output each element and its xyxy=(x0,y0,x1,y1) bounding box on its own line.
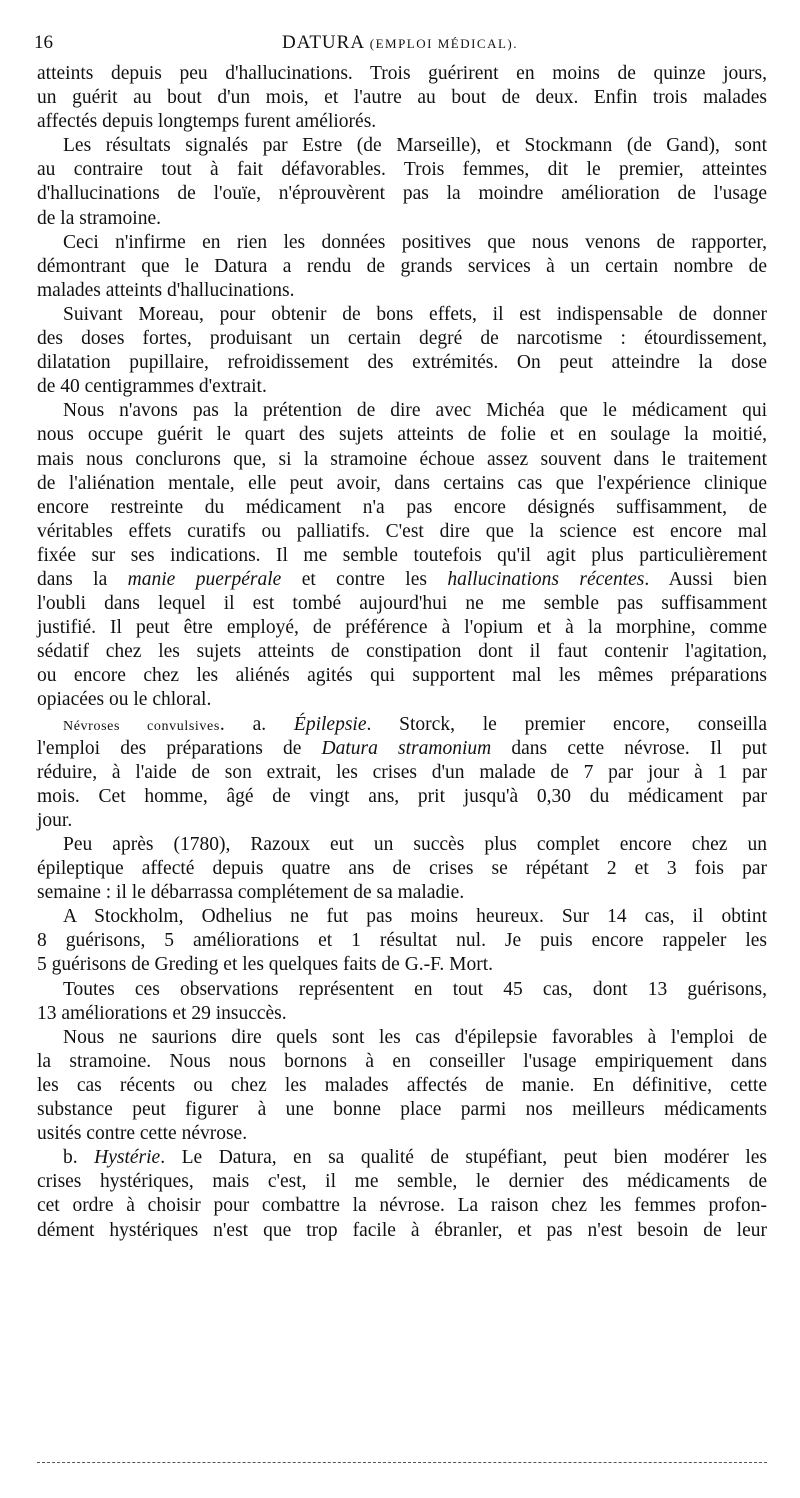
text-line xyxy=(37,713,767,737)
text-line: Ceci n'infirme en rien les données positives que nous venons de rapporter, xyxy=(63,231,767,253)
text-line: fixée sur ses indications. Il me semble toutefois qu'il agit plus particulièrement xyxy=(37,544,767,566)
text-line xyxy=(37,568,767,592)
text-line: encore restreinte du médicament n'a pas encore désignés suffisamment, de xyxy=(37,496,767,518)
text-line: justifié. Il peut être employé, de préférence à l'opium et à la morphine, comme xyxy=(37,617,767,639)
text-line: un guérit au bout d'un mois, et l'autre au bout de deux. Enfin trois malades xyxy=(37,87,767,109)
text-line: de 40 centigrammes d'extrait. xyxy=(37,376,267,398)
italic-text: Datura stramonium xyxy=(321,737,492,759)
text-line: Les résultats signalés par Estre (de Marseille), et Stockmann (de Gand), sont xyxy=(63,135,767,157)
text-run: b. xyxy=(63,1147,95,1169)
text-line: affectés depuis longtemps furent améliorés. xyxy=(37,111,377,133)
text-line: mois. Cet homme, âgé de vingt ans, prit jusqu'à 0,30 du médicament par xyxy=(37,785,767,807)
text-run: . Le Datura, en sa qualité de stupéfiant, peut bien modérer les xyxy=(160,1147,768,1169)
text-line: de la stramoine. xyxy=(37,207,161,229)
text-run: . Aussi bien xyxy=(644,568,767,590)
running-head-subtitle: (EMPLOI MÉDICAL). xyxy=(369,36,519,51)
text-line xyxy=(37,737,767,761)
text-line: Nous n'avons pas la prétention de dire avec Michéa que le médicament qui xyxy=(63,400,767,422)
text-run: . Storck, le premier encore, conseilla xyxy=(366,713,768,735)
text-run: et contre les xyxy=(281,568,448,590)
text-line: cet ordre à choisir pour combattre la névrose. La raison chez les femmes profon- xyxy=(37,1195,767,1217)
text-line: 5 guérisons de Greding et les quelques faits de G.-F. Mort. xyxy=(37,954,494,976)
text-line: Toutes ces observations représentent en tout 45 cas, dont 13 guérisons, xyxy=(63,978,767,1000)
text-line: Nous ne saurions dire quels sont les cas d'épilepsie favorables à l'emploi de xyxy=(63,1026,767,1048)
text-line: mais nous conclurons que, si la stramoine échoue assez souvent dans le traitement xyxy=(37,448,767,470)
text-line: ou encore chez les aliénés agités qui supportent mal les mêmes préparations xyxy=(37,665,767,687)
text-line: les cas récents ou chez les malades affectés de manie. En définitive, cette xyxy=(37,1074,767,1096)
text-line: opiacées ou le chloral. xyxy=(37,689,212,711)
text-line: malades atteints d'hallucinations. xyxy=(37,279,295,301)
text-line: Peu après (1780), Razoux eut un succès plus complet encore chez un xyxy=(63,834,767,855)
text-line: usités contre cette névrose. xyxy=(37,1123,248,1145)
text-line: démontrant que le Datura a rendu de grands services à un certain nombre de xyxy=(37,255,767,277)
text-line: 13 améliorations et 29 insuccès. xyxy=(37,1002,287,1024)
text-line xyxy=(37,1146,767,1170)
small-caps-text: Névroses convulsives xyxy=(63,717,220,734)
text-line: A Stockholm, Odhelius ne fut pas moins heureux. Sur 14 cas, il obtint xyxy=(63,906,767,928)
text-line: semaine : il le débarrassa complétement de sa maladie. xyxy=(37,882,465,904)
text-run: dans cette névrose. Il put xyxy=(491,737,767,759)
text-line: sédatif chez les sujets atteints de constipation dont il faut contenir l'agitation, xyxy=(37,641,767,663)
text-line: véritables effets curatifs ou palliatifs. C'est dire que la science est encore mal xyxy=(37,520,767,542)
text-line: 8 guérisons, 5 améliorations et 1 résultat nul. Je puis encore rappeler les xyxy=(37,930,767,952)
text-line: substance peut figurer à une bonne place parmi nos meilleurs médicaments xyxy=(37,1099,767,1121)
text-run: l'emploi des préparations de xyxy=(37,737,322,759)
text-line: de l'aliénation mentale, elle peut avoir, dans certains cas que l'expérience clinique xyxy=(37,472,767,494)
text-line: la stramoine. Nous nous bornons à en conseiller l'usage empiriquement dans xyxy=(37,1050,767,1072)
text-line: d'hallucinations de l'ouïe, n'éprouvèrent pas la moindre amélioration de l'usage xyxy=(37,183,767,205)
footer-rule xyxy=(37,1462,767,1463)
text-line: crises hystériques, mais c'est, il me semble, le dernier des médicaments de xyxy=(37,1171,767,1193)
running-head-title: DATURA xyxy=(281,32,364,53)
text-run: dans la xyxy=(37,568,128,590)
text-line: au contraire tout à fait défavorables. Trois femmes, dit le premier, atteintes xyxy=(37,159,767,181)
text-line: nous occupe guérit le quart des sujets atteints de folie et en soulage la moitié, xyxy=(37,424,767,446)
text-line: réduire, à l'aide de son extrait, les crises d'un malade de 7 par jour à 1 par xyxy=(37,761,767,783)
running-head xyxy=(34,30,766,57)
page-number: 16 xyxy=(34,32,53,53)
text-line: l'oubli dans lequel il est tombé aujourd'hui ne me semble pas suffisamment xyxy=(37,593,767,615)
text-line: atteints depuis peu d'hallucinations. Trois guérirent en moins de quinze jours, xyxy=(37,63,767,84)
page-header xyxy=(34,30,766,60)
body-text xyxy=(37,62,767,1243)
text-line: dilatation pupillaire, refroidissement des extrémités. On peut atteindre la dose xyxy=(37,352,767,374)
italic-text: Épilepsie xyxy=(293,713,367,735)
text-run: . a. xyxy=(219,713,294,735)
text-line: jour. xyxy=(37,809,73,831)
text-line: des doses fortes, produisant un certain degré de narcotisme : étourdissement, xyxy=(37,328,767,350)
italic-text: Hystérie xyxy=(94,1147,161,1169)
text-line: Suivant Moreau, pour obtenir de bons effets, il est indispensable de donner xyxy=(63,303,767,325)
italic-text: manie puerpérale xyxy=(127,568,282,590)
text-line: dément hystériques n'est que trop facile à ébranler, et pas n'est besoin de leur xyxy=(37,1219,767,1241)
italic-text: hallucinations récentes xyxy=(447,568,645,590)
text-line: épileptique affecté depuis quatre ans de crises se répétant 2 et 3 fois par xyxy=(37,858,767,880)
